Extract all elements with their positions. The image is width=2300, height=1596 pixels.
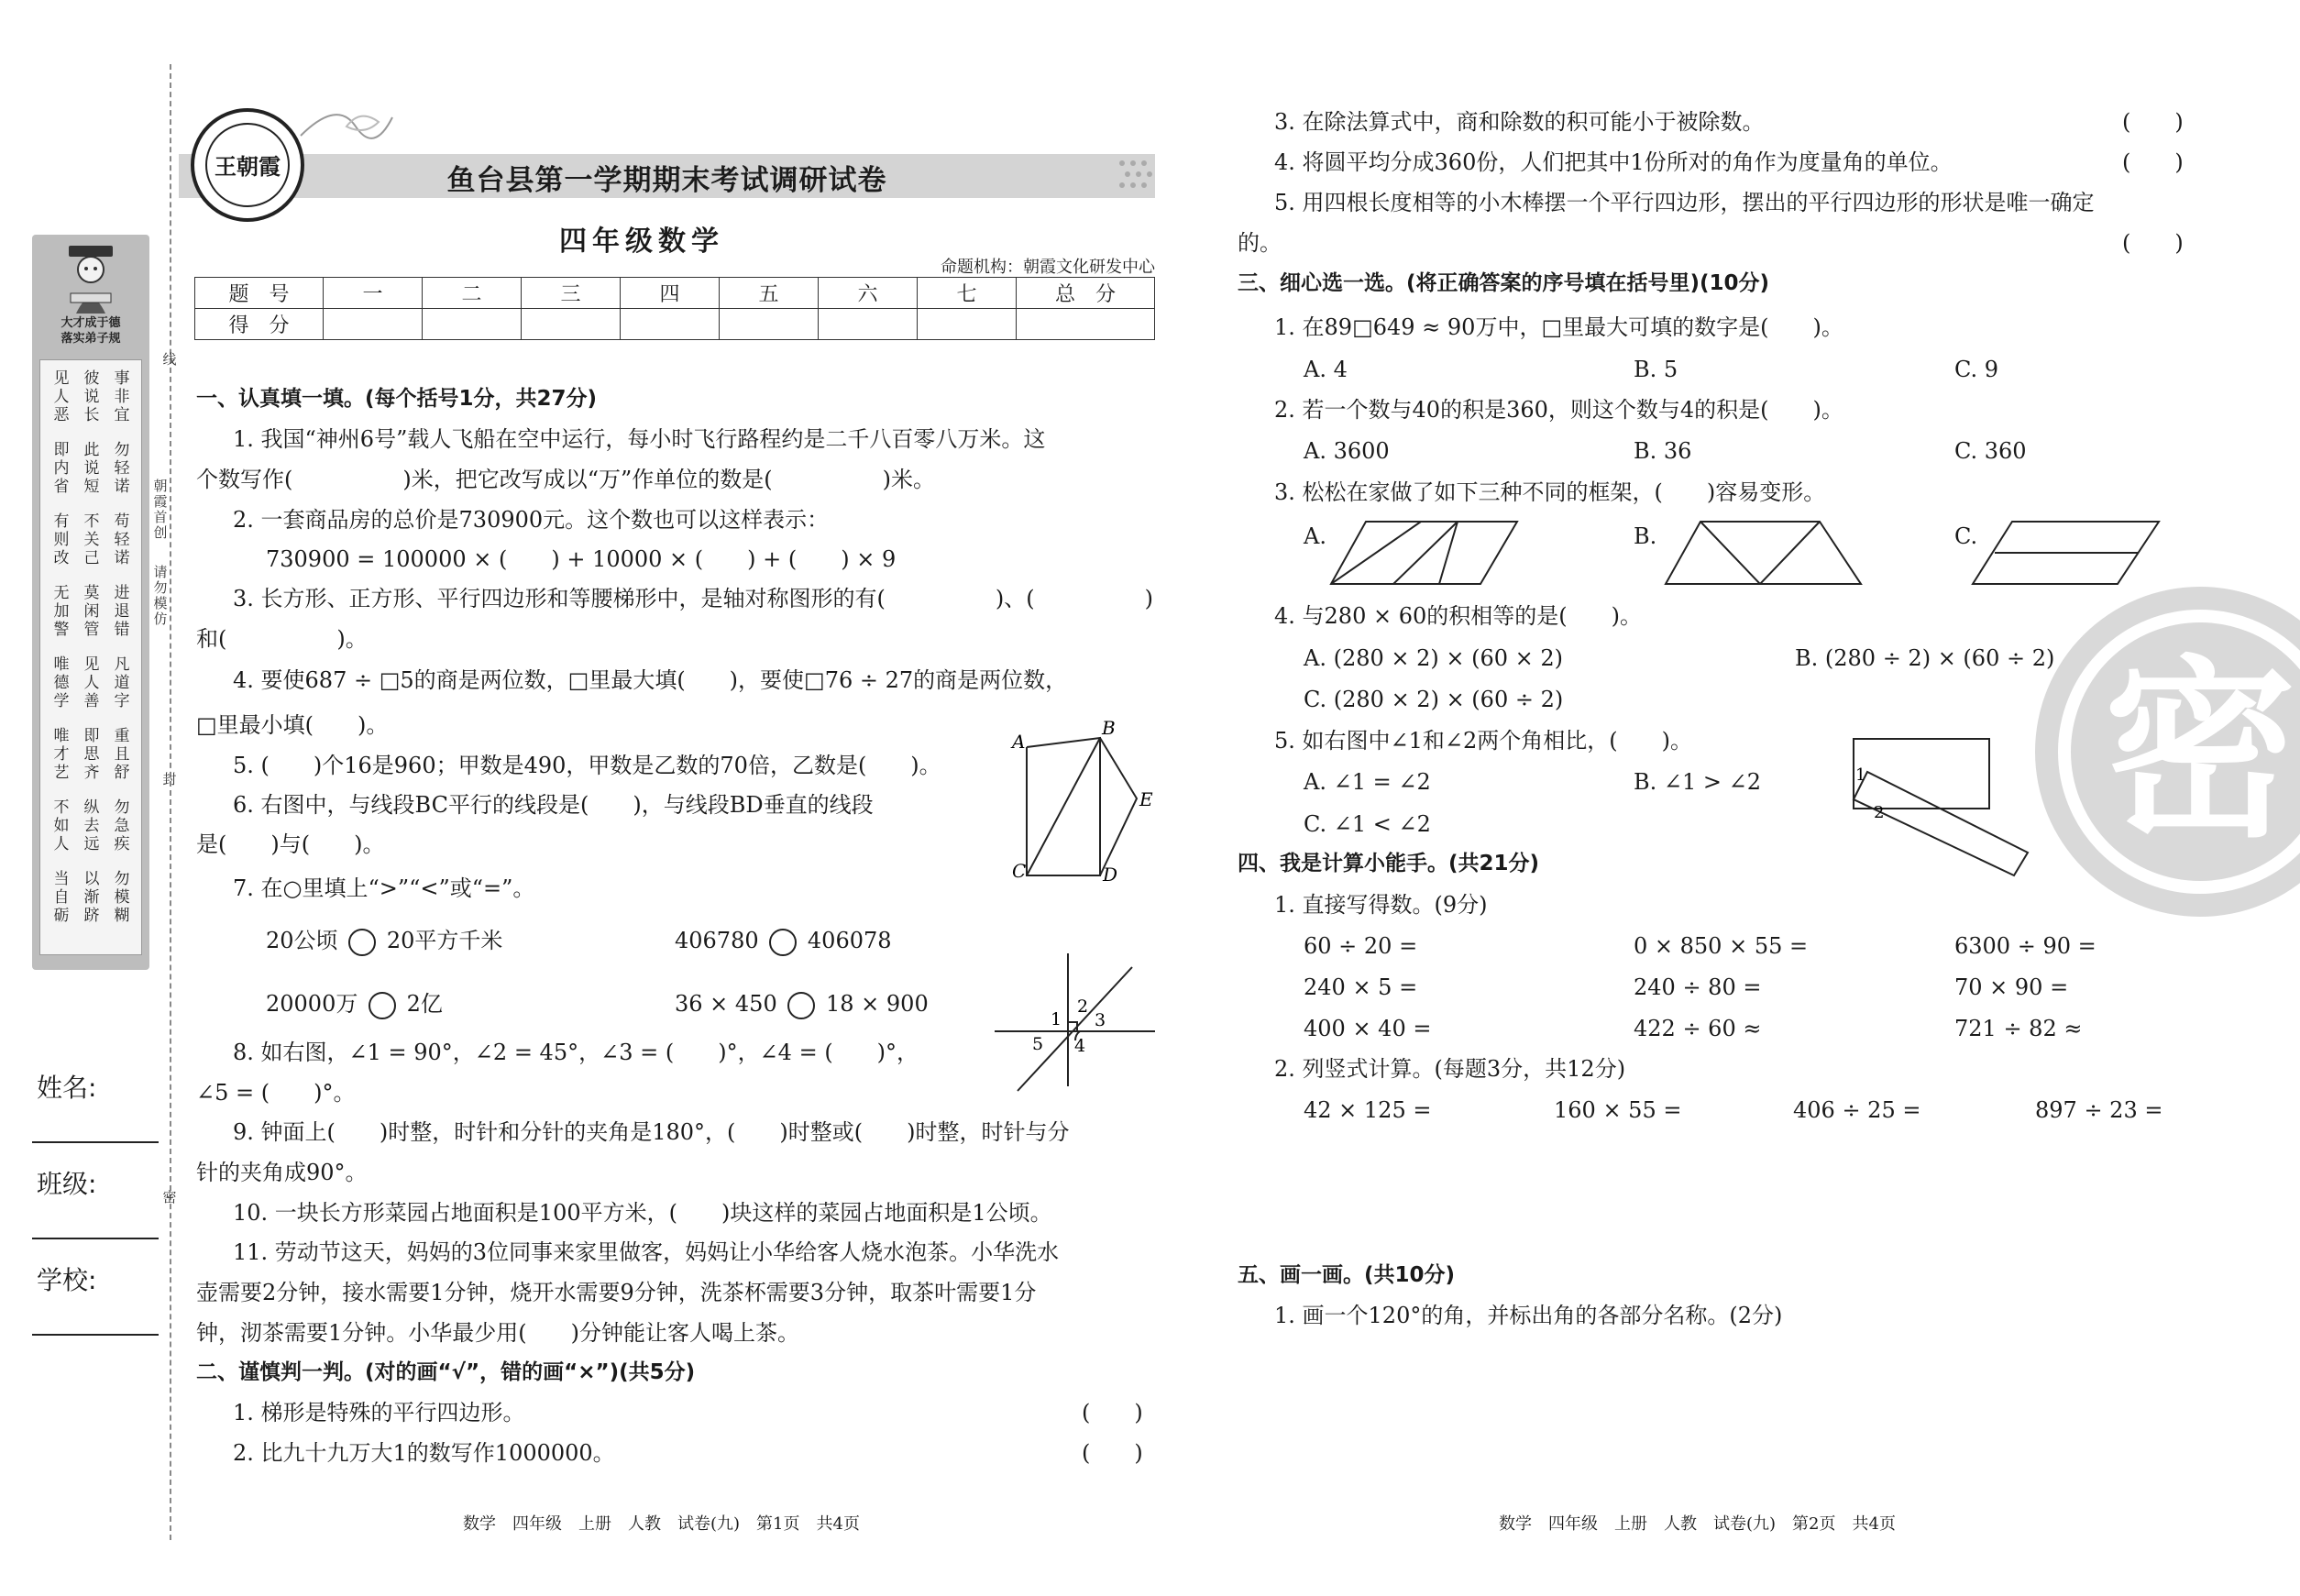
compare-4 [675,990,929,1019]
vertical-calc: 42 × 125 = [1304,1097,1432,1123]
q1-10-line: 10. 一块长方形菜园占地面积是100平方米，( )块这样的菜园占地面积是1公顷。 [233,1200,1052,1226]
verse: 彼说长 [83,369,100,424]
calc-expr: 70 × 90 = [1954,974,2069,1000]
choice-5: 5. 如右图中∠1和∠2两个角相比，( )。 [1274,728,1693,754]
choice-3: 3. 松松在家做了如下三种不同的框架，( )容易变形。 [1274,479,1826,505]
figure-q6-trapezoid [999,720,1164,889]
exam-organization: 命题机构：朝霞文化研发中心 [941,258,1155,277]
verse: 不如人 [53,798,70,853]
verse: 见人善 [83,655,100,710]
verse: 有则改 [53,512,70,567]
verse: 勿急疾 [114,798,130,853]
verse: 纵去远 [83,798,100,853]
figure-q5-rectangles [1847,733,2035,880]
judge-4-answer[interactable]: ( ) [2122,149,2184,175]
sidebar-column-3 [108,369,136,925]
class-line[interactable] [32,1238,159,1239]
score-cell[interactable] [1017,309,1155,340]
choice-5-b[interactable]: B. ∠1 > ∠2 [1634,769,1762,795]
compare-2 [675,927,892,956]
scholar-figure-icon [63,242,118,315]
class-label: 班级: [37,1169,97,1199]
choice-1: 1. 在89□649 ≈ 90万中，□里最大可填的数字是( )。 [1274,314,1843,340]
q1-9-line1: 9. 钟面上( )时整，时针和分针的夹角是180°，( )时整或( )时整，时针与分 [233,1119,1070,1145]
sidebar-column-2 [78,369,105,925]
binding-mark-secret: 密 [162,1189,177,1205]
footer-left: 数学 四年级 上册 人教 试卷(九) 第1页 共4页 [463,1514,860,1534]
compare-circle-2[interactable] [769,929,797,956]
fig6-label-d: D [1103,864,1118,886]
fig6-label-e: E [1139,788,1153,810]
verse: 唯德学 [53,655,70,710]
judge-5-line1: 5. 用四根长度相等的小木棒摆一个平行四边形，摆出的平行四边形的形状是唯一确定 [1274,190,2095,215]
vertical-calc: 406 ÷ 25 = [1793,1097,1921,1123]
fig8-label-5: 5 [1032,1034,1044,1054]
fig6-label-c: C [1012,860,1027,882]
score-cell[interactable] [522,309,621,340]
verse: 苟轻诺 [114,512,130,567]
compare-circle-1[interactable] [348,929,376,956]
q1-6-line1: 6. 右图中，与线段BC平行的线段是( )，与线段BD垂直的线段 [233,792,874,818]
compare-circle-4[interactable] [787,992,815,1019]
q1-3-line2: 和( )。 [196,626,368,652]
draw-1: 1. 画一个120°的角，并标出角的各部分名称。(2分) [1274,1303,1783,1328]
calc-expr: 721 ÷ 82 ≈ [1954,1016,2083,1041]
frame-b-figure [1664,516,1865,589]
verse: 即思齐 [83,727,100,782]
judge-5-answer[interactable]: ( ) [2122,230,2184,256]
sidebar-motto-1: 大才成于德 [61,316,121,330]
compare-1 [266,927,502,956]
exam-title: 鱼台县第一学期期末考试调研试卷 [446,164,887,197]
score-header-cell: 四 [621,278,720,309]
choice-1-a[interactable]: A. 4 [1304,357,1348,382]
q1-8-line1: 8. 如右图，∠1 = 90°，∠2 = 45°，∠3 = ( )°，∠4 = ( )°， [233,1040,919,1065]
score-cell[interactable] [423,309,522,340]
binding-notice-2: 请勿模仿 [153,564,168,627]
choice-2-b[interactable]: B. 36 [1634,438,1692,464]
fig5-label-2: 2 [1874,803,1885,822]
footer-right: 数学 四年级 上册 人教 试卷(九) 第2页 共4页 [1499,1514,1896,1534]
q1-11-line1: 11. 劳动节这天，妈妈的3位同事来家里做客，妈妈让小华给客人烧水泡茶。小华洗水 [233,1239,1060,1265]
choice-4-b[interactable]: B. (280 ÷ 2) × (60 ÷ 2) [1795,645,2055,671]
verse: 此说短 [83,441,100,496]
sidebar-motto-2: 落实弟子规 [61,332,121,346]
brand-logo-text: 王朝霞 [205,123,290,207]
binding-line [170,64,171,1540]
name-label: 姓名: [37,1073,97,1103]
q1-5-line: 5. ( )个16是960；甲数是490，甲数是乙数的70倍，乙数是( )。 [233,753,941,778]
q1-4-line2: □里最小填( )。 [196,712,389,738]
judge-2-answer[interactable]: ( ) [1082,1440,1143,1466]
q1-1-line2: 个数写作( )米，把它改写成以“万”作单位的数是( )米。 [196,467,935,492]
sidebar-column-1 [48,369,75,925]
compare-1-left: 20公顷 [266,928,338,953]
fig8-label-2: 2 [1077,996,1089,1017]
verse: 莫闲管 [83,584,100,639]
score-cell[interactable] [324,309,423,340]
binding-notice-1: 朝霞首创 [153,478,168,541]
section-3-heading: 三、细心选一选。(将正确答案的序号填在括号里)(10分) [1238,271,1770,295]
verse: 即内省 [53,441,70,496]
fig8-label-4: 4 [1074,1036,1086,1056]
q1-6-line2: 是( )与( )。 [196,831,385,857]
judge-1: 1. 梯形是特殊的平行四边形。 [233,1400,525,1425]
score-cell[interactable] [918,309,1017,340]
verse: 无加警 [53,584,70,639]
compare-2-right: 406078 [807,928,892,953]
vertical-calc: 897 ÷ 23 = [2035,1097,2163,1123]
choice-3-c[interactable]: C. [1954,523,1978,549]
choice-4-a[interactable]: A. (280 × 2) × (60 × 2) [1304,645,1564,671]
calc-1-title: 1. 直接写得数。(9分) [1274,892,1488,918]
score-header-cell: 二 [423,278,522,309]
choice-1-b[interactable]: B. 5 [1634,357,1678,382]
choice-5-c[interactable]: C. ∠1 < ∠2 [1304,811,1431,837]
verse: 事非宜 [114,369,130,424]
verse: 进退错 [114,584,130,639]
score-table-score-row [195,309,1155,340]
judge-1-answer[interactable]: ( ) [1082,1400,1143,1425]
calc-expr: 60 ÷ 20 = [1304,933,1418,959]
exam-subject: 四年级数学 [559,226,724,258]
q1-2-line2: 730900 = 100000 × ( ) + 10000 × ( ) + ( ) × 9 [266,546,897,572]
score-table [194,277,1155,340]
sidebar-motto-panel [32,235,149,970]
choice-2: 2. 若一个数与40的积是360，则这个数与4的积是( )。 [1274,397,1843,423]
q1-7-line: 7. 在○里填上“>”“<”或“=”。 [233,875,535,901]
choice-3-a[interactable]: A. [1304,523,1326,549]
choice-2-c[interactable]: C. 360 [1954,438,2027,464]
choice-1-c[interactable]: C. 9 [1954,357,1999,382]
choice-5-a[interactable]: A. ∠1 = ∠2 [1304,769,1431,795]
fig6-label-b: B [1102,720,1116,739]
sidebar-verses [39,359,142,955]
q1-11-line3: 钟，沏茶需要1分钟。小华最少用( )分钟能让客人喝上茶。 [196,1320,799,1346]
calc-expr: 240 × 5 = [1304,974,1418,1000]
fig5-label-1: 1 [1855,765,1866,785]
seal-watermark-char: 密 [2058,610,2300,894]
calc-expr: 0 × 850 × 55 = [1634,933,1809,959]
compare-circle-3[interactable] [369,992,396,1019]
verse: 勿轻诺 [114,441,130,496]
verse: 勿模糊 [114,870,130,925]
calc-expr: 400 × 40 = [1304,1016,1432,1041]
calc-expr: 6300 ÷ 90 = [1954,933,2096,959]
compare-3 [266,990,443,1019]
verse: 不关己 [83,512,100,567]
name-line[interactable] [32,1141,159,1143]
school-line[interactable] [32,1334,159,1336]
judge-2: 2. 比九十九万大1的数写作1000000。 [233,1440,615,1466]
score-header-cell: 七 [918,278,1017,309]
calc-expr: 422 ÷ 60 ≈ [1634,1016,1762,1041]
score-header-cell: 三 [522,278,621,309]
calc-2-title: 2. 列竖式计算。(每题3分，共12分) [1274,1056,1626,1082]
section-5-heading: 五、画一画。(共10分) [1238,1263,1456,1287]
score-header-cell: 总 分 [1017,278,1155,309]
choice-4-c[interactable]: C. (280 × 2) × (60 ÷ 2) [1304,687,1564,712]
binding-mark-seal: 封 [162,771,177,787]
score-header-cell: 五 [720,278,819,309]
score-header-cell: 一 [324,278,423,309]
compare-4-right: 18 × 900 [826,991,929,1017]
verse: 凡道字 [114,655,130,710]
q1-3-line1: 3. 长方形、正方形、平行四边形和等腰梯形中，是轴对称图形的有( )、( ) [233,586,1153,611]
compare-3-left: 20000万 [266,991,358,1017]
verse: 见人恶 [53,369,70,424]
calc-expr: 240 ÷ 80 = [1634,974,1762,1000]
q1-11-line2: 壶需要2分钟，接水需要1分钟，烧开水需要9分钟，洗茶杯需要3分钟，取茶叶需要1分 [196,1280,1037,1305]
score-cell[interactable] [720,309,819,340]
figure-q8-angles [990,949,1160,1095]
compare-2-left: 406780 [675,928,759,953]
q1-9-line2: 针的夹角成90°。 [196,1160,368,1185]
choice-3-b[interactable]: B. [1634,523,1657,549]
school-label: 学校: [37,1265,97,1295]
q1-8-line2: ∠5 = ( )°。 [196,1080,356,1106]
verse: 唯才艺 [53,727,70,782]
ribbon-decoration-icon [292,99,402,163]
score-cell[interactable] [819,309,918,340]
seal-watermark [2035,587,2300,917]
q1-2-line1: 2. 一套商品房的总价是730900元。这个数也可以这样表示： [233,507,830,533]
section-4-heading: 四、我是计算小能手。(共21分) [1238,852,1540,875]
verse: 重且舒 [114,727,130,782]
score-row-label: 得 分 [195,309,324,340]
compare-4-left: 36 × 450 [675,991,777,1017]
binding-mark-line: 线 [162,351,177,368]
choice-2-a[interactable]: A. 3600 [1304,438,1390,464]
verse: 以渐跻 [83,870,100,925]
frame-a-figure [1329,516,1522,589]
frame-c-figure [1971,516,2163,589]
score-cell[interactable] [621,309,720,340]
sidebar-motto [39,315,142,347]
section-2-heading: 二、谨慎判一判。(对的画“√”，错的画“×”)(共5分) [196,1360,696,1384]
judge-3: 3. 在除法算式中，商和除数的积可能小于被除数。 [1274,109,1765,135]
score-header-cell: 六 [819,278,918,309]
compare-1-right: 20平方千米 [386,928,503,953]
vertical-calc: 160 × 55 = [1554,1097,1682,1123]
choice-4: 4. 与280 × 60的积相等的是( )。 [1274,603,1642,629]
judge-3-answer[interactable]: ( ) [2122,109,2184,135]
section-1-heading: 一、认真填一填。(每个括号1分，共27分) [196,387,598,411]
score-header-cell: 题 号 [195,278,324,309]
score-table-header-row [195,278,1155,309]
verse: 当自砺 [53,870,70,925]
fig8-label-1: 1 [1051,1009,1062,1029]
compare-3-right: 2亿 [406,991,443,1017]
q1-4-line1: 4. 要使687 ÷ □5的商是两位数，□里最大填( )，要使□76 ÷ 27的商是两位数， [233,667,1068,693]
q1-1-line1: 1. 我国“神州6号”载人飞船在空中运行，每小时飞行路程约是二千八百零八万米。这 [233,426,1046,452]
fig6-label-a: A [1012,731,1026,753]
fig8-label-3: 3 [1095,1010,1106,1030]
judge-4: 4. 将圆平均分成360份，人们把其中1份所对的角作为度量角的单位。 [1274,149,1953,175]
judge-5-line2: 的。 [1238,230,1282,256]
